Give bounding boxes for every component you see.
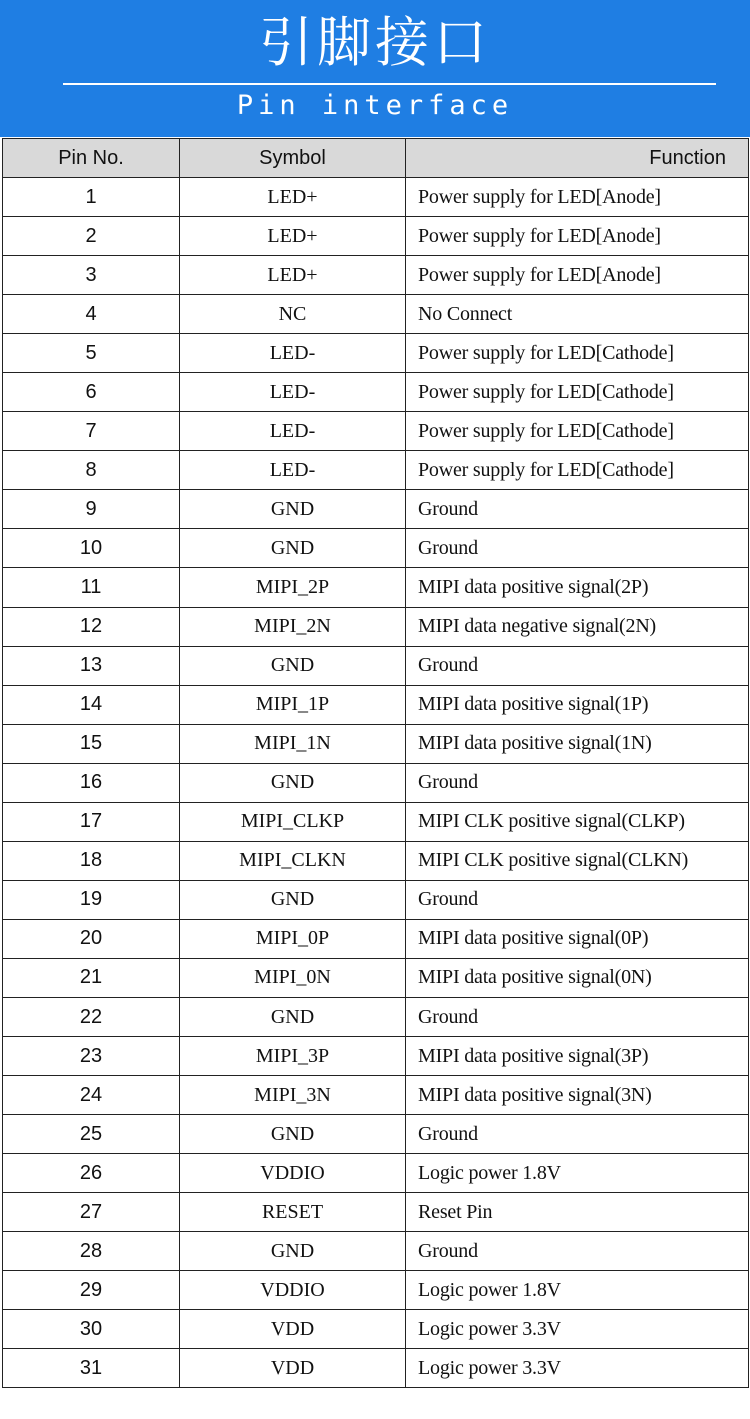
table-row	[3, 529, 749, 568]
pin-number-cell: 5	[3, 334, 180, 373]
table-header	[3, 139, 749, 178]
pin-interface-table	[2, 138, 749, 1388]
pin-number-cell: 17	[3, 802, 180, 841]
pin-number-cell: 20	[3, 919, 180, 958]
symbol-cell: MIPI_3N	[180, 1076, 406, 1115]
function-cell: Ground	[406, 997, 749, 1036]
symbol-cell: VDDIO	[180, 1271, 406, 1310]
symbol-cell: VDD	[180, 1310, 406, 1349]
pin-number-cell: 13	[3, 646, 180, 685]
table-row	[3, 1271, 749, 1310]
pin-number-cell: 3	[3, 256, 180, 295]
symbol-cell: GND	[180, 1232, 406, 1271]
pin-number-cell: 21	[3, 958, 180, 997]
header-function: Function	[406, 139, 749, 178]
symbol-cell: LED-	[180, 334, 406, 373]
function-cell: Ground	[406, 1232, 749, 1271]
symbol-cell: GND	[180, 1115, 406, 1154]
function-cell: MIPI data positive signal(3P)	[406, 1037, 749, 1076]
title-banner	[0, 0, 750, 137]
symbol-cell: MIPI_0P	[180, 919, 406, 958]
pin-number-cell: 16	[3, 763, 180, 802]
pin-number-cell: 14	[3, 685, 180, 724]
pin-number-cell: 1	[3, 178, 180, 217]
symbol-cell: MIPI_3P	[180, 1037, 406, 1076]
symbol-cell: MIPI_0N	[180, 958, 406, 997]
table-row	[3, 334, 749, 373]
symbol-cell: LED+	[180, 217, 406, 256]
function-cell: Logic power 3.3V	[406, 1310, 749, 1349]
symbol-cell: GND	[180, 490, 406, 529]
function-cell: Power supply for LED[Cathode]	[406, 412, 749, 451]
function-cell: Power supply for LED[Cathode]	[406, 373, 749, 412]
function-cell: Logic power 3.3V	[406, 1349, 749, 1388]
pin-number-cell: 18	[3, 841, 180, 880]
function-cell: Power supply for LED[Cathode]	[406, 334, 749, 373]
function-cell: MIPI data positive signal(0P)	[406, 919, 749, 958]
function-cell: Ground	[406, 763, 749, 802]
symbol-cell: MIPI_1N	[180, 724, 406, 763]
symbol-cell: MIPI_CLKP	[180, 802, 406, 841]
table-row	[3, 490, 749, 529]
symbol-cell: LED+	[180, 256, 406, 295]
symbol-cell: VDDIO	[180, 1154, 406, 1193]
table-row	[3, 880, 749, 919]
table-row	[3, 295, 749, 334]
function-cell: Power supply for LED[Anode]	[406, 256, 749, 295]
pin-number-cell: 15	[3, 724, 180, 763]
pin-number-cell: 2	[3, 217, 180, 256]
function-cell: MIPI CLK positive signal(CLKP)	[406, 802, 749, 841]
function-cell: Logic power 1.8V	[406, 1154, 749, 1193]
symbol-cell: GND	[180, 997, 406, 1036]
symbol-cell: MIPI_2N	[180, 607, 406, 646]
symbol-cell: LED-	[180, 373, 406, 412]
pin-number-cell: 26	[3, 1154, 180, 1193]
function-cell: MIPI data positive signal(2P)	[406, 568, 749, 607]
pin-number-cell: 30	[3, 1310, 180, 1349]
pin-number-cell: 9	[3, 490, 180, 529]
function-cell: Power supply for LED[Anode]	[406, 217, 749, 256]
pin-number-cell: 11	[3, 568, 180, 607]
header-symbol: Symbol	[180, 139, 406, 178]
table-row	[3, 1232, 749, 1271]
pin-number-cell: 25	[3, 1115, 180, 1154]
table-body	[3, 178, 749, 1388]
table-row	[3, 919, 749, 958]
symbol-cell: GND	[180, 763, 406, 802]
function-cell: Power supply for LED[Anode]	[406, 178, 749, 217]
pin-number-cell: 28	[3, 1232, 180, 1271]
table-row	[3, 1115, 749, 1154]
symbol-cell: LED-	[180, 451, 406, 490]
symbol-cell: MIPI_2P	[180, 568, 406, 607]
table-row	[3, 1310, 749, 1349]
symbol-cell: NC	[180, 295, 406, 334]
table-row	[3, 763, 749, 802]
pin-number-cell: 19	[3, 880, 180, 919]
table-row	[3, 841, 749, 880]
page-subtitle: Pin interface	[236, 90, 514, 121]
table-row	[3, 997, 749, 1036]
pin-number-cell: 10	[3, 529, 180, 568]
function-cell: MIPI data negative signal(2N)	[406, 607, 749, 646]
header-row	[3, 139, 749, 178]
function-cell: Power supply for LED[Cathode]	[406, 451, 749, 490]
table-row	[3, 256, 749, 295]
table-row	[3, 178, 749, 217]
function-cell: Ground	[406, 646, 749, 685]
pin-number-cell: 12	[3, 607, 180, 646]
pin-number-cell: 23	[3, 1037, 180, 1076]
function-cell: No Connect	[406, 295, 749, 334]
symbol-cell: VDD	[180, 1349, 406, 1388]
table-row	[3, 724, 749, 763]
function-cell: MIPI data positive signal(1N)	[406, 724, 749, 763]
table-row	[3, 1349, 749, 1388]
table-row	[3, 685, 749, 724]
table-row	[3, 646, 749, 685]
function-cell: MIPI data positive signal(0N)	[406, 958, 749, 997]
symbol-cell: GND	[180, 880, 406, 919]
table-row	[3, 451, 749, 490]
symbol-cell: LED-	[180, 412, 406, 451]
symbol-cell: GND	[180, 646, 406, 685]
header-pin-no: Pin No.	[3, 139, 180, 178]
function-cell: Ground	[406, 490, 749, 529]
pin-number-cell: 29	[3, 1271, 180, 1310]
table-row	[3, 958, 749, 997]
pin-number-cell: 31	[3, 1349, 180, 1388]
pin-number-cell: 6	[3, 373, 180, 412]
function-cell: MIPI CLK positive signal(CLKN)	[406, 841, 749, 880]
symbol-cell: MIPI_CLKN	[180, 841, 406, 880]
table-row	[3, 1037, 749, 1076]
function-cell: MIPI data positive signal(1P)	[406, 685, 749, 724]
table-row	[3, 217, 749, 256]
function-cell: Ground	[406, 529, 749, 568]
function-cell: Ground	[406, 1115, 749, 1154]
title-divider	[63, 83, 716, 85]
table-row	[3, 568, 749, 607]
function-cell: Logic power 1.8V	[406, 1271, 749, 1310]
table-row	[3, 1076, 749, 1115]
symbol-cell: RESET	[180, 1193, 406, 1232]
pin-number-cell: 7	[3, 412, 180, 451]
pin-number-cell: 22	[3, 997, 180, 1036]
page-title: 引脚接口	[259, 11, 491, 74]
pin-number-cell: 24	[3, 1076, 180, 1115]
function-cell: Ground	[406, 880, 749, 919]
table-row	[3, 607, 749, 646]
table-row	[3, 373, 749, 412]
function-cell: MIPI data positive signal(3N)	[406, 1076, 749, 1115]
pin-number-cell: 27	[3, 1193, 180, 1232]
table-row	[3, 1154, 749, 1193]
pin-number-cell: 8	[3, 451, 180, 490]
symbol-cell: GND	[180, 529, 406, 568]
table-row	[3, 1193, 749, 1232]
symbol-cell: LED+	[180, 178, 406, 217]
pin-number-cell: 4	[3, 295, 180, 334]
symbol-cell: MIPI_1P	[180, 685, 406, 724]
function-cell: Reset Pin	[406, 1193, 749, 1232]
table-row	[3, 802, 749, 841]
table-row	[3, 412, 749, 451]
